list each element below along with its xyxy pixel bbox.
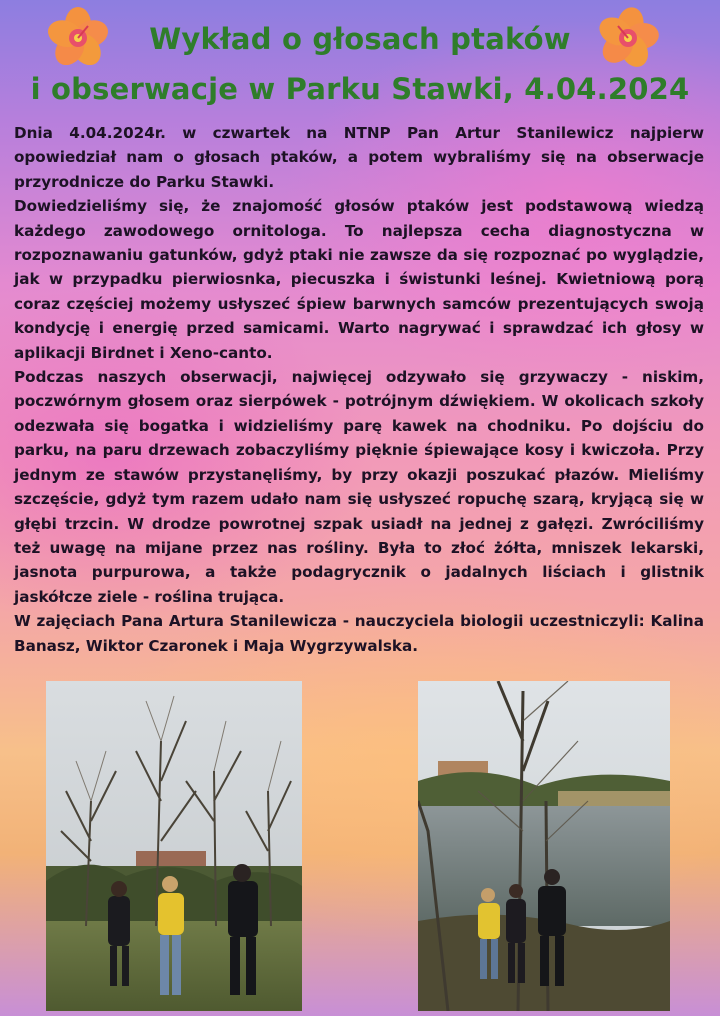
page-subtitle: i obserwacje w Parku Stawki, 4.04.2024 <box>30 72 690 106</box>
article-body <box>14 121 704 658</box>
article-paragraph: W zajęciach Pana Artura Stanilewicza - nauczyciela biologii uczestniczyli: Kalina Banasz, Wiktor Czaronek i Maja Wygrzywalska. <box>14 612 704 655</box>
photo-park-pond <box>418 681 670 1011</box>
page-title: Wykład o głosach ptaków <box>149 22 571 56</box>
article-paragraph: Dnia 4.04.2024r. w czwartek na NTNP Pan Artur Stanilewicz najpierw opowiedział nam o głosach ptaków, a potem wybraliśmy się na obserwacje przyrodnicze do Parku Stawki. <box>14 124 704 191</box>
article-paragraph: Dowiedzieliśmy się, że znajomość głosów ptaków jest podstawową wiedzą każdego zawodowego ornitologa. To najlepsza cecha diagnostyczna w rozpoznawaniu gatunków, gdyż ptaki nie zawsze da się rozpoznać po wyglądzie, jak w przypadku pierwiosnka, piecuszka i świstunki leśnej. Kwietniową porą coraz częściej możemy usłyszeć śpiew barwnych samców prezentujących swoją kondycję i energię przed samicami. Warto nagrywać i sprawdzać ich głosy w aplikacji Birdnet i Xeno-canto. <box>14 197 704 362</box>
photo-park-trees <box>46 681 302 1011</box>
article-paragraph: Podczas naszych obserwacji, najwięcej odzywało się grzywaczy - niskim, poczwórnym głosem oraz sierpówek - potrójnym dźwiękiem. W okolicach szkoły odezwała się bogatka i widzieliśmy parę kawek na chodniku. Po dojściu do parku, na paru drzewach zobaczyliśmy pięknie śpiewające kosy i kwiczoła. Przy jednym ze stawów przystanęliśmy, by przy okazji poszukać płazów. Mieliśmy szczęście, gdyż tym razem udało nam się usłyszeć ropuchę szarą, kryjącą się w głębi trzcin. W drodze powrotnej szpak usiadł na jednej z gałęzi. Zwróciliśmy też uwagę na mijane przez nas rośliny. Była to złoć żółta, mniszek lekarski, jasnota purpurowa, a także podagrycznik o jadalnych liściach i glistnik jaskółcze ziele - roślina trująca. <box>14 368 704 606</box>
